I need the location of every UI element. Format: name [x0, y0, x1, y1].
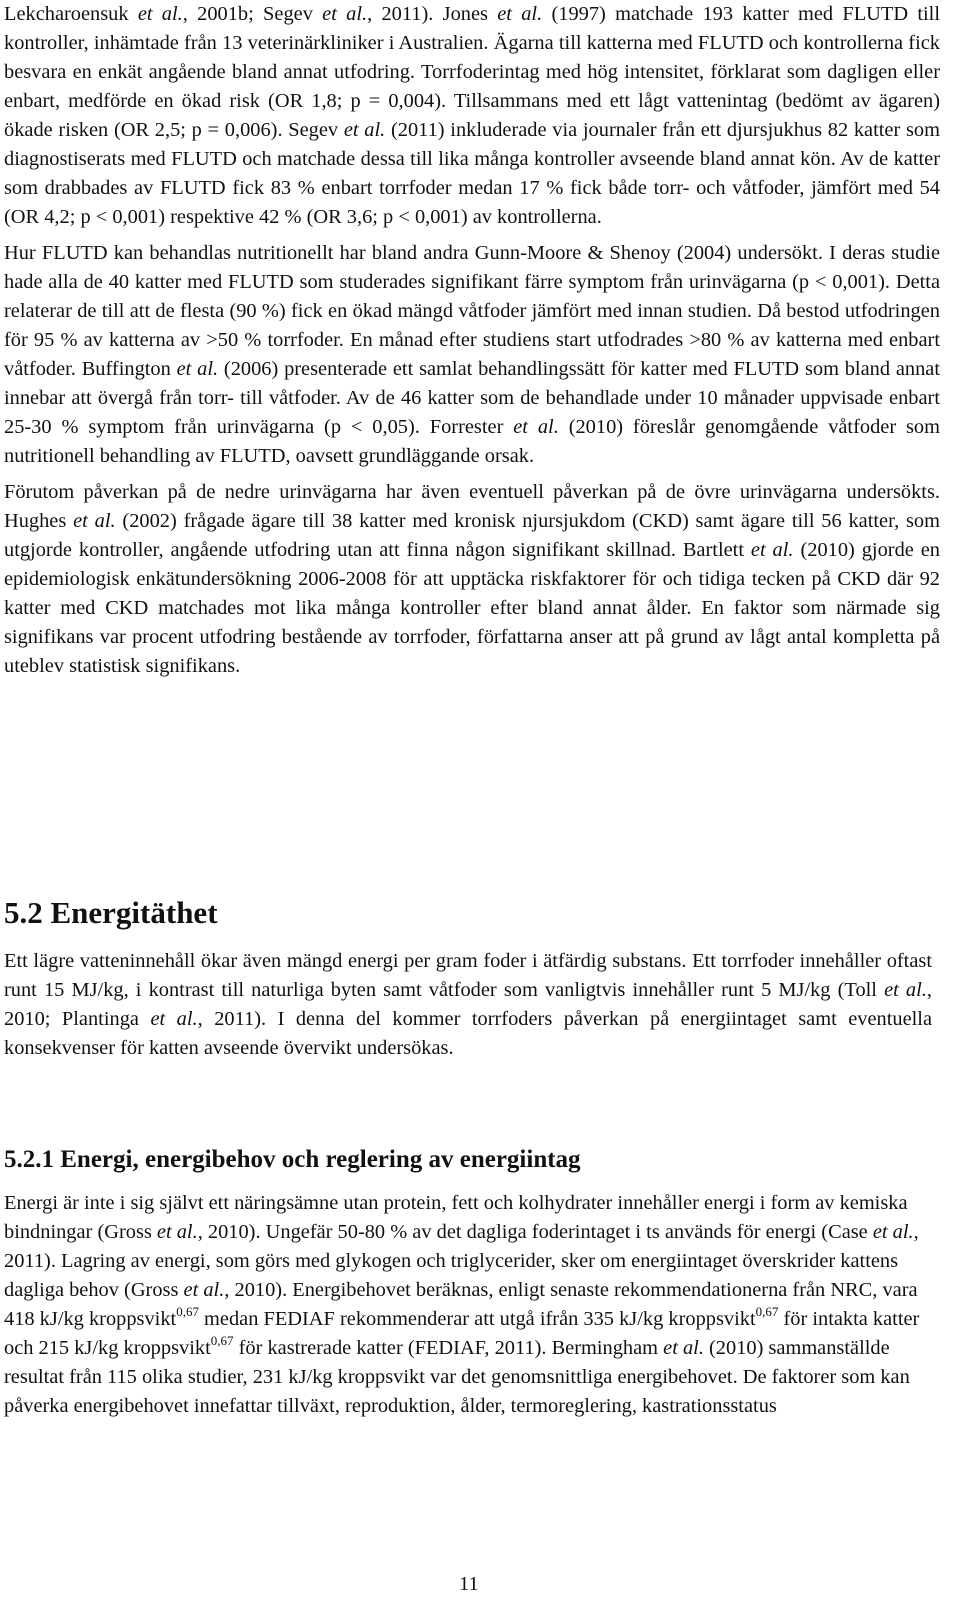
page-number: 11	[459, 1573, 479, 1595]
paragraph-flutd-studies: Lekcharoensuk et al., 2001b; Segev et al., 2011). Jones et al. (1997) matchade 193 katter med FLUTD till kontroller, inhämtade från 13 veterinärkliniker i Australien. Ägarna till katterna med FLUTD och kontrollerna fick besvara en enkät angående bland annat utfodring. Torrfoderintag med hög intensitet, förklarat som dagligen eller enbart, medförde en ökad risk (OR 1,8; p = 0,004). Tillsammans med ett lågt vattenintag (bedömt av ägaren) ökade risken (OR 2,5; p = 0,006). Segev et al. (2011) inkluderade via journaler från ett djursjukhus 82 katter som diagnostiserats med FLUTD och matchade dessa till lika många kontroller avseende bland annat kön. Av de katter som drabbades av FLUTD fick 83 % enbart torrfoder medan 17 % fick både torr- och våtfoder, jämfört med 54 (OR 4,2; p < 0,001) respektive 42 % (OR 3,6; p < 0,001) av kontrollerna.	[4, 3, 940, 228]
paragraph-energy-density: Ett lägre vatteninnehåll ökar även mängd energi per gram foder i ätfärdig substans. Ett torrfoder innehåller oftast runt 15 MJ/kg, i kontrast till naturliga byten samt våtfoder som vanligtvis innehåller runt 5 MJ/kg (Toll et al., 2010; Plantinga et al., 2011). I denna del kommer torrfoders påverkan på energiintaget samt eventuella konsekvenser för katten avseende övervikt undersökas.	[4, 950, 932, 1059]
section-energy-requirement-text	[0, 1189, 940, 1421]
paragraph-energy-requirement: Energi är inte i sig självt ett näringsämne utan protein, fett och kolhydrater innehåller energi i form av kemiska bindningar (Gross et al., 2010). Ungefär 50-80 % av det dagliga foderintaget i ts används för energi (Case et al., 2011). Lagring av energi, som görs med glykogen och triglycerider, sker om energiintaget överskrider kattens dagliga behov (Gross et al., 2010). Energibehovet beräknas, enligt senaste rekommendationerna från NRC, vara 418 kJ/kg kroppsvikt$^{0,67}$ medan FEDIAF rekommenderar att utgå ifrån 335 kJ/kg kroppsvikt$^{0,67}$ för intakta katter och 215 kJ/kg kroppsvikt$^{0,67}$ för kastrerade katter (FEDIAF, 2011). Bermingham et al. (2010) sammanställde resultat från 115 olika studier, 231 kJ/kg kroppsvikt var det genomsnittliga energibehovet. De faktorer som kan påverka energibehovet innefattar tillväxt, reproduktion, ålder, termoreglering, kastrationsstatus	[4, 1192, 920, 1417]
heading-energy-requirement: 5.2.1 Energi, energibehov och reglering av energiintag	[4, 1146, 581, 1173]
heading-energy-density: 5.2 Energitäthet	[4, 895, 218, 930]
section-energy-density-text	[0, 947, 932, 1063]
section-flutd-text	[0, 0, 940, 681]
paragraph-ckd: Förutom påverkan på de nedre urinvägarna har även eventuell påverkan på de övre urinvägarna undersökts. Hughes et al. (2002) frågade ägare till 38 katter med kronisk njursjukdom (CKD) samt ägare till 56 katter, som utgjorde kontroller, angående utfodring utan att finna någon signifikant skillnad. Bartlett et al. (2010) gjorde en epidemiologisk enkätundersökning 2006-2008 för att upptäcka riskfaktorer för och tidiga tecken på CKD där 92 katter med CKD matchades mot lika många kontroller efter bland annat ålder. En faktor som närmade sig signifikans var procent utfodring bestående av torrfoder, författarna anser att på grund av lågt antal kompletta på uteblev statistisk signifikans.	[4, 481, 940, 677]
paragraph-flutd-treatment: Hur FLUTD kan behandlas nutritionellt har bland andra Gunn-Moore & Shenoy (2004) undersökt. I deras studie hade alla de 40 katter med FLUTD som studerades signifikant färre symptom från urinvägarna (p < 0,001). Detta relaterar de till att de flesta (90 %) fick en ökad mängd våtfoder jämfört med innan studien. Då bestod utfodringen för 95 % av katterna av >50 % torrfoder. En månad efter studiens start utfodrades >80 % av katterna med enbart våtfoder. Buffington et al. (2006) presenterade ett samlat behandlingssätt för katter med FLUTD som bland annat innebar att övergå från torr- till våtfoder. Av de 46 katter som de behandlade under 10 månader uppvisade enbart 25-30 % symptom från urinvägarna (p < 0,05). Forrester et al. (2010) föreslår genomgående våtfoder som nutritionell behandling av FLUTD, oavsett grundläggande orsak.	[4, 242, 940, 467]
